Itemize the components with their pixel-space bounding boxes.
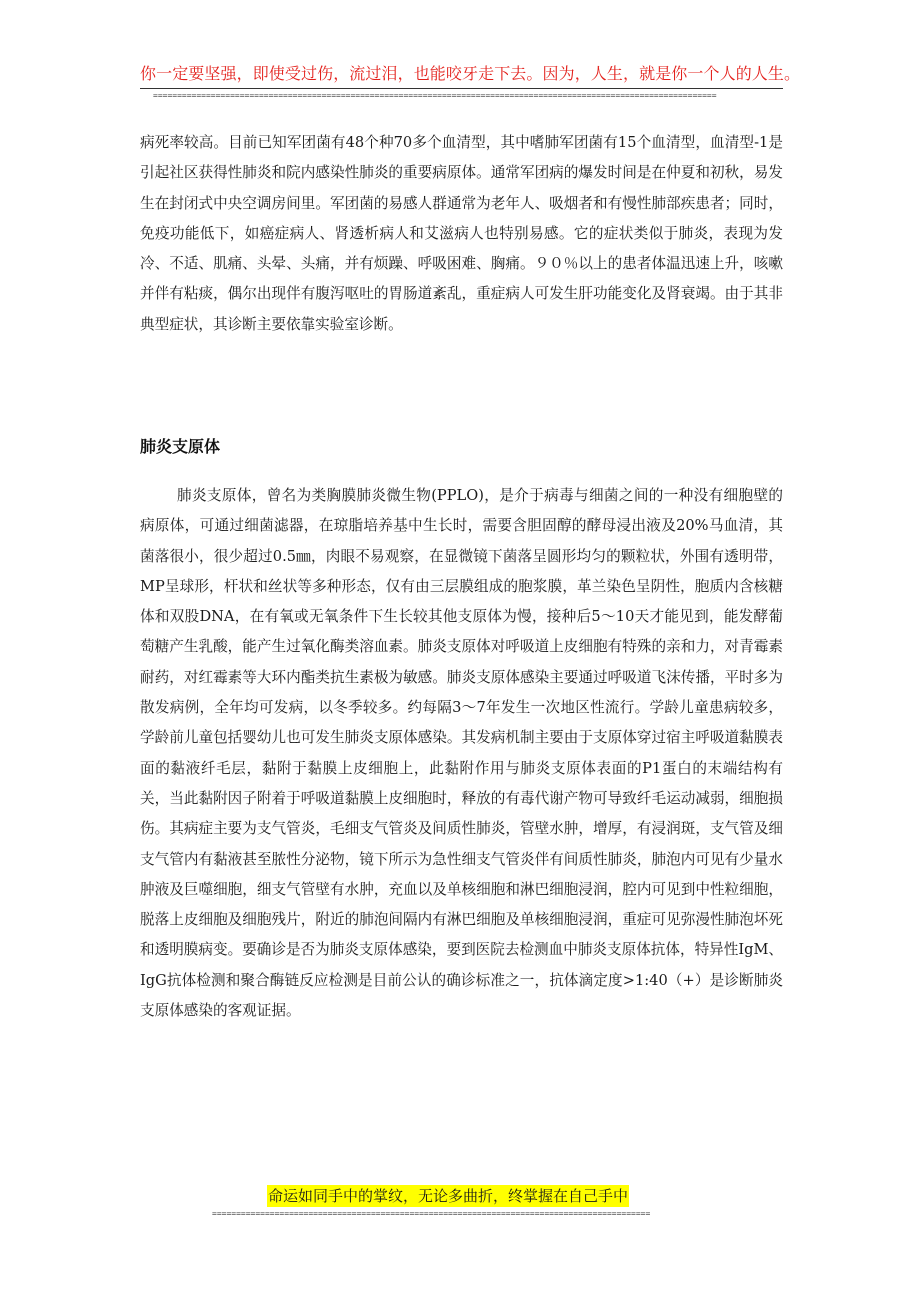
header-rule: [140, 88, 783, 89]
section-heading: 肺炎支原体: [140, 437, 221, 456]
body-paragraph-legionella: 病死率较高。目前已知军团菌有48个种70多个血清型，其中嗜肺军团菌有15个血清型，血清型-1是引起社区获得性肺炎和院内感染性肺炎的重要病原体。通常军团病的爆发时间是在仲夏和初秋，易发生在封闭式中央空调房间里。军团菌的易感人群通常为老年人、吸烟者和有慢性肺部疾患者；同时，免疫功能低下，如癌症病人、肾透析病人和艾滋病人也特别易感。它的症状类似于肺炎，表现为发冷、不适、肌痛、头晕、头痛，并有烦躁、呼吸困难、胸痛。９０％以上的患者体温迅速上升，咳嗽并伴有粘痰，偶尔出现伴有腹泻呕吐的胃肠道紊乱，重症病人可发生肝功能变化及肾衰竭。由于其非典型症状，其诊断主要依靠实验室诊断。: [140, 134, 783, 333]
footer-separator: ===========================================================================================: [212, 1209, 651, 1218]
body-paragraph-mycoplasma: 肺炎支原体，曾名为类胸膜肺炎微生物(PPLO)，是介于病毒与细菌之间的一种没有细胞壁的病原体，可通过细菌滤器，在琼脂培养基中生长时，需要含胆固醇的酵母浸出液及20%马血清，其菌落很小，很少超过0.5㎜，肉眼不易观察，在显微镜下菌落呈圆形均匀的颗粒状，外围有透明带，MP呈球形，杆状和丝状等多种形态，仅有由三层膜组成的胞浆膜，革兰染色呈阴性，胞质内含核糖体和双股DNA，在有氧或无氧条件下生长较其他支原体为慢，接种后5～10天才能见到，能发酵葡萄糖产生乳酸，能产生过氧化酶类溶血素。肺炎支原体对呼吸道上皮细胞有特殊的亲和力，对青霉素耐药，对红霉素等大环内酯类抗生素极为敏感。肺炎支原体感染主要通过呼吸道飞沫传播，平时多为散发病例，全年均可发病，以冬季较多。约每隔3～7年发生一次地区性流行。学龄儿童患病较多，学龄前儿童包括婴幼儿也可发生肺炎支原体感染。其发病机制主要由于支原体穿过宿主呼吸道黏膜表面的黏液纤毛层，黏附于黏膜上皮细胞上，此黏附作用与肺炎支原体表面的P1蛋白的末端结构有关，当此黏附因子附着于呼吸道黏膜上皮细胞时，释放的有毒代谢产物可导致纤毛运动减弱，细胞损伤。其病症主要为支气管炎，毛细支气管炎及间质性肺炎，管壁水肿，增厚，有浸润斑，支气管及细支气管内有黏液甚至脓性分泌物，镜下所示为急性细支气管炎伴有间质性肺炎，肺泡内可见有少量水肿液及巨噬细胞，细支气管壁有水肿，充血以及单核细胞和淋巴细胞浸润，腔内可见到中性粒细胞，脱落上皮细胞及细胞残片，附近的肺泡间隔内有淋巴细胞及单核细胞浸润，重症可见弥漫性肺泡坏死和透明膜病变。要确诊是否为肺炎支原体感染，要到医院去检测血中肺炎支原体抗体，特异性IgM、IgG抗体检测和聚合酶链反应检测是目前公认的确诊标准之一，抗体滴定度>1:40（+）是诊断肺炎支原体感染的客观证据。: [140, 487, 783, 1020]
footer-quote: 命运如同手中的掌纹，无论多曲折，终掌握在自己手中: [268, 1187, 629, 1205]
header-separator: =====================================================================================================================: [153, 91, 717, 100]
header-quote: 你一定要坚强，即使受过伤，流过泪，也能咬牙走下去。因为，人生，就是你一个人的人生。: [140, 64, 801, 83]
